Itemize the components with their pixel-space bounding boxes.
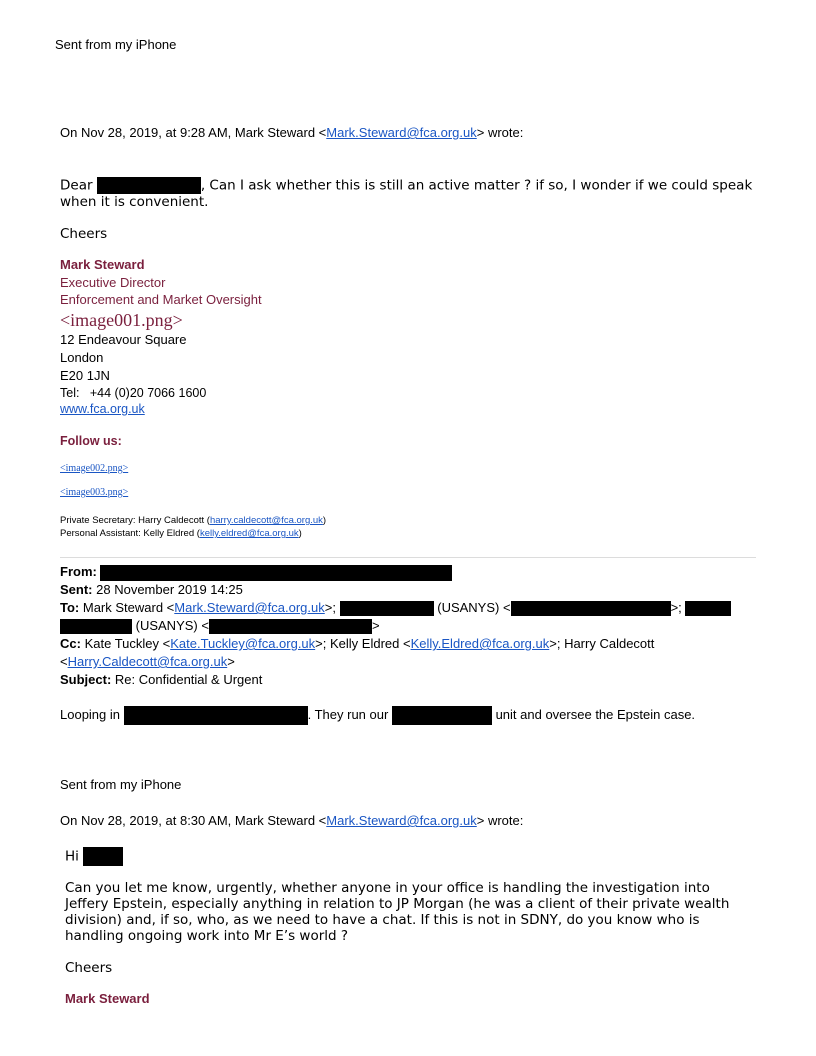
to-separator: >; (324, 600, 336, 615)
follow-us: Follow us: (60, 434, 122, 448)
redaction-box (100, 565, 452, 581)
email-link[interactable]: Mark.Steward@fca.org.uk (326, 125, 477, 140)
loop-text: . They run our (307, 706, 389, 722)
message-1-body-line1 (60, 177, 752, 194)
address-line-2: London (60, 350, 104, 365)
message-2-greeting (65, 847, 123, 866)
pa-suffix: ) (298, 528, 302, 539)
header-to-line1 (60, 600, 731, 616)
message-2-cheers: Cheers (65, 960, 113, 976)
pa-email-link[interactable]: kelly.eldred@fca.org.uk (199, 528, 299, 539)
intro-suffix: > wrote: (476, 813, 524, 828)
message-2-signature-name: Mark Steward (65, 991, 150, 1006)
ps-text: Private Secretary: Harry Caldecott ( (60, 515, 210, 526)
redaction-box (340, 601, 434, 616)
signature-image-placeholder: <image001.png> (60, 310, 183, 330)
personal-assistant (60, 528, 302, 539)
greeting: Dear (60, 177, 93, 194)
header-cc-line2 (60, 654, 235, 669)
to-label: To: (60, 600, 80, 615)
to-text: Mark Steward < (82, 600, 175, 615)
cc-text: >; Harry Caldecott (549, 636, 655, 651)
cc-email-link[interactable]: Harry.Caldecott@fca.org.uk (67, 654, 228, 669)
sent-from-iphone-top: Sent from my iPhone (55, 37, 177, 52)
cc-text: >; Kelly Eldred < (315, 636, 411, 651)
email-link[interactable]: Mark.Steward@fca.org.uk (326, 813, 477, 828)
header-to-line2 (60, 618, 380, 634)
ps-email-link[interactable]: harry.caldecott@fca.org.uk (209, 515, 323, 526)
signature-name: Mark Steward (60, 257, 145, 272)
address-line-3: E20 1JN (60, 368, 110, 383)
pa-text: Personal Assistant: Kelly Eldred ( (60, 528, 200, 539)
sent-value: 28 November 2019 14:25 (96, 582, 243, 597)
header-sent (60, 582, 243, 597)
cc-text: > (227, 654, 235, 669)
to-email-link[interactable]: Mark.Steward@fca.org.uk (174, 600, 325, 615)
message-2-body-line3: division) and, if so, who, as we need to have a chat. If this is not in SDNY, do you know who is (65, 912, 700, 928)
redaction-box (209, 619, 372, 634)
subject-value: Re: Confidential & Urgent (114, 672, 263, 687)
redaction-box (392, 706, 492, 725)
loop-text: unit and oversee the Epstein case. (495, 706, 696, 722)
message-2-intro (60, 813, 523, 828)
telephone (60, 386, 206, 400)
message-1-body-line2: when it is convenient. (60, 194, 209, 210)
redaction-box (83, 847, 123, 866)
cc-email-link[interactable]: Kelly.Eldred@fca.org.uk (410, 636, 550, 651)
divider (60, 557, 756, 558)
body-text: , Can I ask whether this is still an active matter ? if so, I wonder if we could speak (200, 177, 753, 194)
cc-text: < (60, 654, 68, 669)
to-separator: > (371, 618, 380, 633)
redaction-box (685, 601, 731, 616)
from-label: From: (60, 564, 97, 579)
greeting: Hi (65, 848, 79, 865)
message-2-body-line4: handling ongoing work into Mr E’s world ? (65, 928, 349, 944)
sent-label: Sent: (60, 582, 93, 597)
cc-email-link[interactable]: Kate.Tuckley@fca.org.uk (170, 636, 316, 651)
website-link[interactable]: www.fca.org.uk (60, 402, 145, 416)
to-separator: >; (670, 600, 682, 615)
header-from (60, 564, 452, 581)
cc-text: Kate Tuckley < (84, 636, 171, 651)
image-002-link[interactable]: <image002.png> (60, 463, 129, 474)
intro-text: On Nov 28, 2019, at 8:30 AM, Mark Steward < (60, 813, 327, 828)
signature-department: Enforcement and Market Oversight (60, 292, 262, 307)
loop-text: Looping in (60, 706, 120, 722)
tel-label: Tel: (60, 386, 80, 400)
ps-suffix: ) (322, 515, 327, 526)
intro-suffix: > wrote: (476, 125, 524, 140)
looping-in-line (60, 706, 695, 725)
address-line-1: 12 Endeavour Square (60, 332, 187, 347)
redaction-box (124, 706, 308, 725)
message-2-body-line2: Jeffery Epstein, especially anything in relation to JP Morgan (he was a client of their private wealth (65, 896, 730, 912)
redaction-box (97, 177, 201, 194)
header-cc-line1 (60, 636, 654, 651)
redaction-box (511, 601, 671, 616)
to-text: (USANYS) < (135, 618, 209, 633)
signature-title: Executive Director (60, 275, 166, 290)
redaction-box (60, 619, 132, 634)
subject-label: Subject: (60, 672, 112, 687)
message-1-intro (60, 125, 523, 140)
to-text: (USANYS) < (437, 600, 511, 615)
header-subject (60, 672, 262, 687)
message-1-cheers: Cheers (60, 226, 108, 242)
private-secretary (60, 515, 326, 526)
message-2-body-line1: Can you let me know, urgently, whether anyone in your office is handling the investigation into (65, 880, 710, 896)
intro-text: On Nov 28, 2019, at 9:28 AM, Mark Steward < (60, 125, 327, 140)
tel-number: +44 (0)20 7066 1600 (89, 386, 207, 400)
image-003-link[interactable]: <image003.png> (60, 487, 129, 498)
cc-label: Cc: (60, 636, 81, 651)
sent-from-iphone: Sent from my iPhone (60, 777, 182, 792)
